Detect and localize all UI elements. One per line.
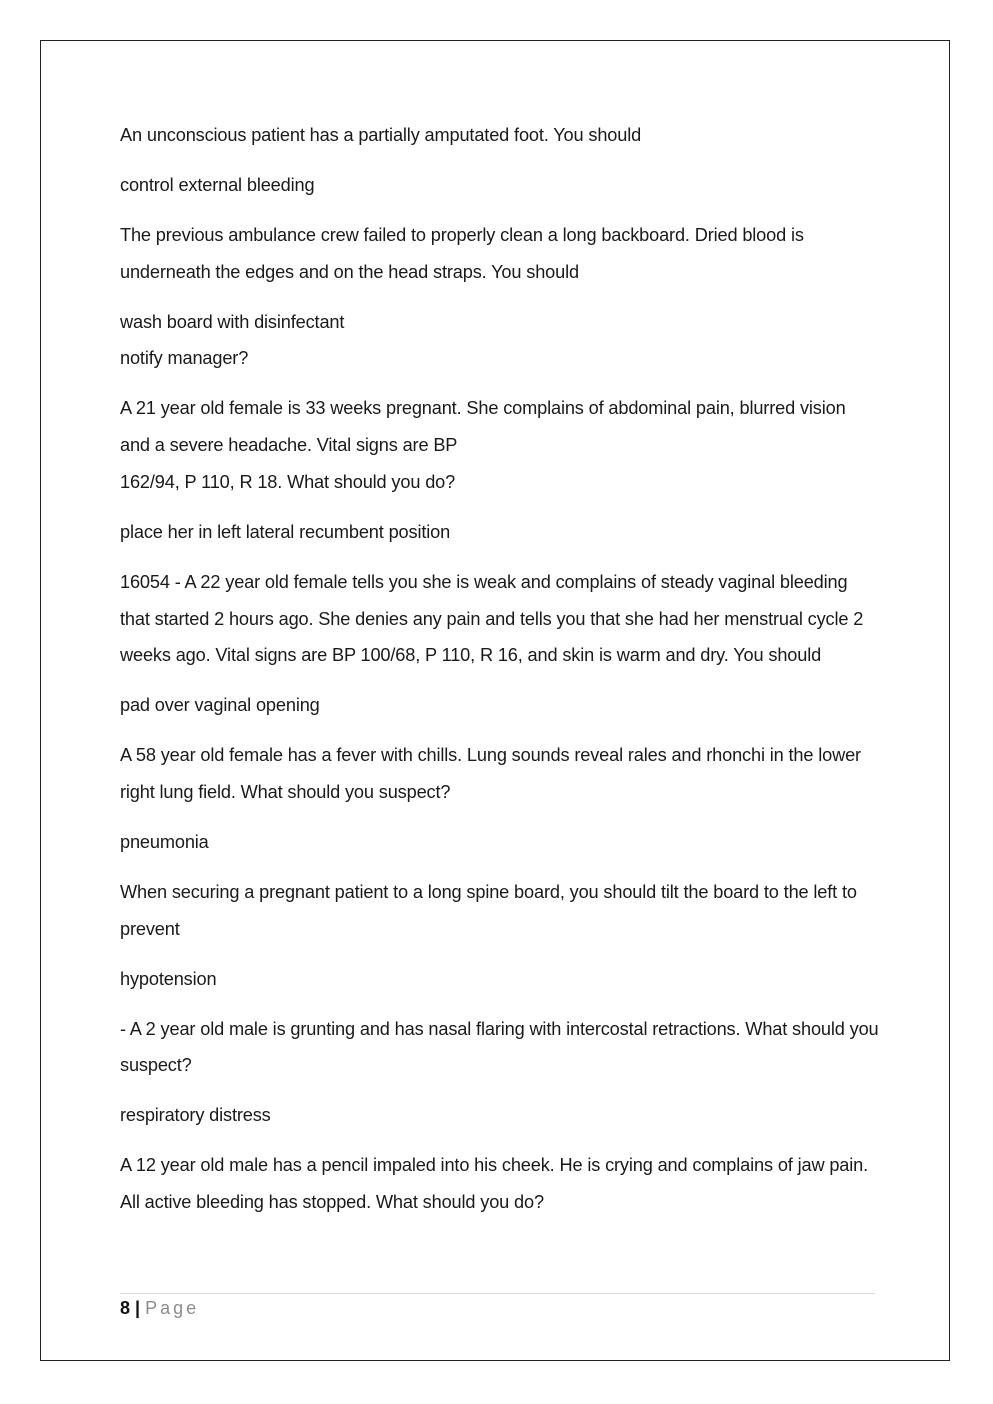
- page-number: 8: [120, 1298, 131, 1318]
- answer-paragraph: respiratory distress: [120, 1105, 271, 1126]
- footer-divider: [120, 1293, 875, 1294]
- answer-paragraph: notify manager?: [120, 348, 249, 369]
- question-paragraph: A 21 year old female is 33 weeks pregnant. She complains of abdominal pain, blurred vision and a severe headache. Vital signs are BP: [120, 398, 846, 456]
- question-paragraph: When securing a pregnant patient to a long spine board, you should tilt the board to the left to prevent: [120, 881, 857, 939]
- question-paragraph: The previous ambulance crew failed to properly clean a long backboard. Dried blood is underneath the edges and on the head straps. You should: [120, 225, 804, 282]
- answer-paragraph: pneumonia: [120, 831, 209, 852]
- answer-paragraph: pad over vaginal opening: [120, 695, 320, 716]
- document-body: [120, 117, 880, 1234]
- page-label: Page: [145, 1298, 200, 1318]
- question-paragraph: 16054 - A 22 year old female tells you she is weak and complains of steady vaginal bleeding that started 2 hours ago. She denies any pain and tells you that she had her menstrual cycle 2 weeks ago. Vital signs are BP 100/68, P 110, R 16, and skin is warm and dry. You should: [120, 571, 864, 666]
- answer-paragraph: wash board with disinfectant: [120, 311, 345, 332]
- answer-paragraph: place her in left lateral recumbent position: [120, 521, 451, 542]
- answer-paragraph: control external bleeding: [120, 175, 315, 195]
- question-paragraph: A 12 year old male has a pencil impaled into his cheek. He is crying and complains of jaw pain. All active bleeding has stopped. What should you do?: [120, 1155, 869, 1213]
- question-paragraph: - A 2 year old male is grunting and has nasal flaring with intercostal retractions. What should you suspect?: [120, 1018, 879, 1076]
- page-footer: [120, 1296, 199, 1320]
- question-paragraph: A 58 year old female has a fever with chills. Lung sounds reveal rales and rhonchi in the lower right lung field. What should you suspect?: [120, 745, 861, 802]
- footer-separator: |: [130, 1298, 146, 1318]
- question-paragraph: An unconscious patient has a partially amputated foot. You should: [120, 125, 642, 145]
- question-paragraph: 162/94, P 110, R 18. What should you do?: [120, 471, 456, 492]
- answer-paragraph: hypotension: [120, 968, 217, 989]
